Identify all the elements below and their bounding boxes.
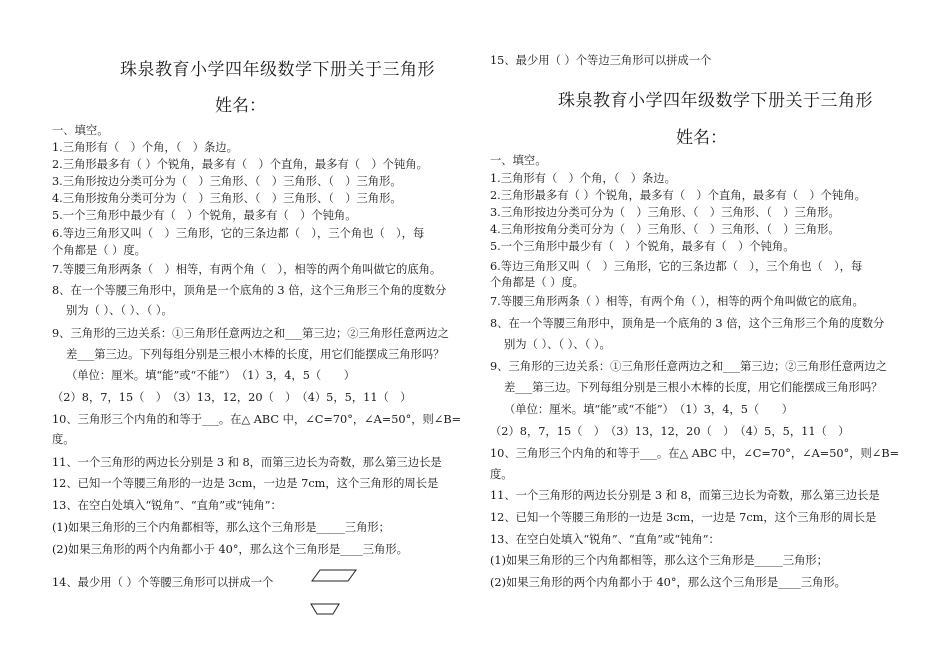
right-line: 13、在空白处填入“锐角”、“直角”或“钝角”： bbox=[490, 533, 720, 546]
left-line: 4.三角形按角分类可分为（ ）三角形、（ ）三角形、（ ）三角形。 bbox=[52, 192, 402, 205]
right-page-title: 珠泉教育小学四年级数学下册关于三角形 bbox=[558, 91, 873, 111]
left-line: 别为（ ）、（ ）、（ ）。 bbox=[66, 304, 173, 317]
right-line: 别为（ ）、（ ）、（ ）。 bbox=[504, 338, 611, 351]
left-name-label: 姓名： bbox=[215, 96, 266, 116]
right-line: 8、在一个等腰三角形中，顶角是一个底角的 3 倍，这个三角形三个角的度数分 bbox=[490, 317, 885, 330]
right-line: 7.等腰三角形两条（ ）相等，有两个角（ ），相等的两个角叫做它的底角。 bbox=[490, 295, 864, 308]
left-line: 12、已知一个等腰三角形的一边是 3cm，一边是 7cm，这个三角形的周长是 bbox=[52, 477, 439, 490]
right-line: 3.三角形按边分类可分为（ ）三角形、（ ）三角形、（ ）三角形。 bbox=[490, 206, 840, 219]
right-line: (2)如果三角形的两个内角都小于 40°，那么这个三角形是____三角形。 bbox=[490, 576, 846, 589]
left-line: 2.三角形最多有（ ）个锐角，最多有（ ）个直角，最多有（ ）个钝角。 bbox=[52, 158, 428, 171]
question-14: 14、最少用（ ）个等腰三角形可以拼成一个 bbox=[52, 576, 274, 589]
right-line: 1.三角形有（ ）个角，（ ）条边。 bbox=[490, 172, 676, 185]
left-line: 个角都是（ ）度。 bbox=[52, 244, 146, 257]
right-line: 差___第三边。下列每组分别是三根小木棒的长度，用它们能摆成三角形吗？ bbox=[504, 381, 883, 394]
left-line: 8、在一个等腰三角形中，顶角是一个底角的 3 倍，这个三角形三个角的度数分 bbox=[52, 284, 447, 297]
right-line: （2）8，7，15（ ） （3）13，12，20（ ） （4）5，5，11（ ） bbox=[490, 425, 850, 438]
right-line: 4.三角形按角分类可分为（ ）三角形、（ ）三角形、（ ）三角形。 bbox=[490, 223, 840, 236]
left-line: 1.三角形有（ ）个角，（ ）条边。 bbox=[52, 141, 238, 154]
left-line: 7.等腰三角形两条（ ）相等，有两个角（ ），相等的两个角叫做它的底角。 bbox=[52, 263, 442, 276]
right-line: 5.一个三角形中最少有（ ）个锐角，最多有（ ）个钝角。 bbox=[490, 240, 795, 253]
right-line: 12、已知一个等腰三角形的一边是 3cm，一边是 7cm，这个三角形的周长是 bbox=[490, 511, 877, 524]
left-line: 一、填空。 bbox=[52, 124, 109, 137]
parallelogram-icon bbox=[310, 569, 358, 583]
left-line: 11、一个三角形的两边长分别是 3 和 8，而第三边长为奇数，那么第三边长是 bbox=[52, 456, 442, 469]
left-page-title: 珠泉教育小学四年级数学下册关于三角形 bbox=[120, 60, 435, 80]
right-line: （单位：厘米。填“能”或“不能”） （1）3，4，5（ ） bbox=[504, 403, 794, 416]
right-name-label: 姓名： bbox=[676, 128, 727, 148]
right-line: 6.等边三角形又叫（ ）三角形，它的三条边都（ ），三个角也（ ），每 bbox=[490, 260, 863, 273]
left-line: （2）8，7，15（ ） （3）13，12，20（ ） （4）5，5，11（ ） bbox=[52, 391, 412, 404]
left-line: 差___第三边。下列每组分别是三根小木棒的长度，用它们能摆成三角形吗？ bbox=[66, 348, 445, 361]
left-line: 5.一个三角形中最少有（ ）个锐角，最多有（ ）个钝角。 bbox=[52, 209, 357, 222]
right-line: 个角都是（ ）度。 bbox=[490, 276, 584, 289]
right-line: 9、三角形的三边关系：①三角形任意两边之和___第三边；②三角形任意两边之 bbox=[490, 360, 887, 373]
left-line: 度。 bbox=[52, 433, 75, 446]
right-line: 一、填空。 bbox=[490, 154, 547, 167]
left-line: (2)如果三角形的两个内角都小于 40°，那么这个三角形是____三角形。 bbox=[52, 543, 408, 556]
left-line: 3.三角形按边分类可分为（ ）三角形、（ ）三角形、（ ）三角形。 bbox=[52, 175, 402, 188]
question-15: 15、最少用（ ）个等边三角形可以拼成一个 bbox=[490, 54, 712, 67]
right-line: 2.三角形最多有（ ）个锐角，最多有（ ）个直角，最多有（ ）个钝角。 bbox=[490, 189, 866, 202]
left-line: 10、三角形三个内角的和等于___。在△ ABC 中，∠C=70°，∠A=50°，则∠B= bbox=[52, 413, 462, 426]
right-line: 10、三角形三个内角的和等于___。在△ ABC 中，∠C=70°，∠A=50°，则∠B= bbox=[490, 447, 900, 460]
right-line: 11、一个三角形的两边长分别是 3 和 8，而第三边长为奇数，那么第三边长是 bbox=[490, 489, 880, 502]
left-line: 13、在空白处填入“锐角”、“直角”或“钝角”： bbox=[52, 499, 282, 512]
trapezoid-icon bbox=[310, 603, 340, 615]
right-line: (1)如果三角形的三个内角都相等，那么这个三角形是_____三角形； bbox=[490, 554, 828, 567]
left-line: （单位：厘米。填“能”或“不能”） （1）3，4，5（ ） bbox=[66, 369, 356, 382]
right-line: 度。 bbox=[490, 468, 513, 481]
left-line: (1)如果三角形的三个内角都相等，那么这个三角形是_____三角形； bbox=[52, 521, 390, 534]
left-line: 6.等边三角形又叫（ ）三角形，它的三条边都（ ），三个角也（ ），每 bbox=[52, 227, 425, 240]
left-line: 9、三角形的三边关系：①三角形任意两边之和___第三边；②三角形任意两边之 bbox=[52, 327, 449, 340]
